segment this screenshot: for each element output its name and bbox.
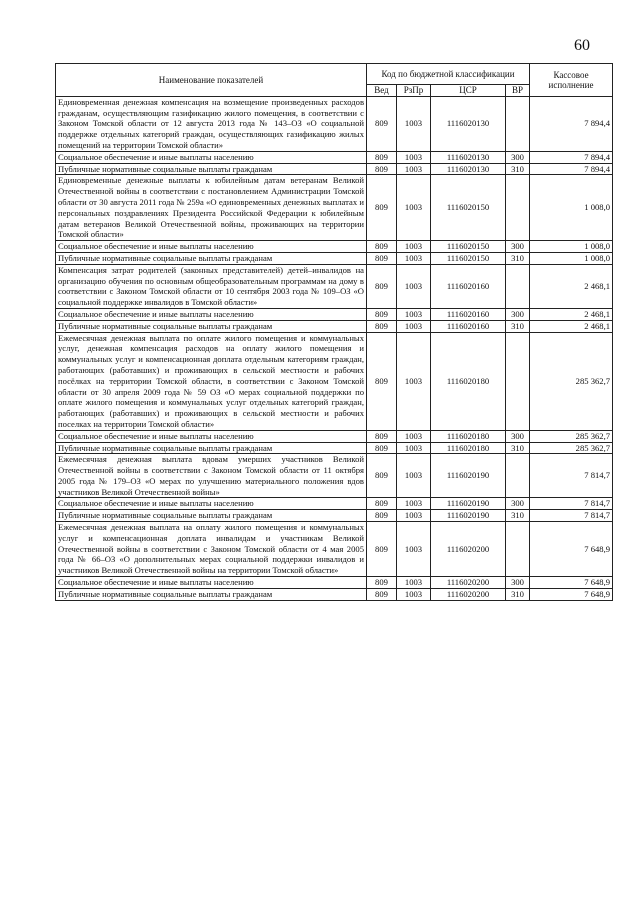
row-ved: 809 — [367, 241, 397, 253]
row-ved: 809 — [367, 430, 397, 442]
row-name: Публичные нормативные социальные выплаты гражданам — [56, 588, 367, 600]
row-vr — [506, 96, 530, 151]
row-vr — [506, 332, 530, 430]
row-name: Публичные нормативные социальные выплаты гражданам — [56, 320, 367, 332]
row-ved: 809 — [367, 577, 397, 589]
row-ved: 809 — [367, 175, 397, 241]
row-rzpr: 1003 — [397, 510, 431, 522]
row-amount: 1 008,0 — [530, 252, 613, 264]
row-vr: 310 — [506, 510, 530, 522]
row-ved: 809 — [367, 522, 397, 577]
row-amount: 7 814,7 — [530, 510, 613, 522]
row-vr — [506, 264, 530, 308]
row-amount: 2 468,1 — [530, 264, 613, 308]
row-ved: 809 — [367, 498, 397, 510]
row-csr: 1116020200 — [431, 522, 506, 577]
table-row — [56, 320, 613, 332]
row-csr: 1116020200 — [431, 577, 506, 589]
row-name: Единовременная денежная компенсация на возмещение произведенных расходов гражданам, осуществляющим газификацию жилого помещения, в соответствии с Законом Томской области от 12 августа 2013 года № 143–ОЗ «О социальной поддержке отдельных категорий граждан, осуществляющих газификацию жилых помещений на территории Томской области» — [56, 96, 367, 151]
table-row — [56, 498, 613, 510]
table-row — [56, 163, 613, 175]
row-amount: 7 648,9 — [530, 577, 613, 589]
row-name: Публичные нормативные социальные выплаты гражданам — [56, 510, 367, 522]
row-csr: 1116020180 — [431, 332, 506, 430]
row-rzpr: 1003 — [397, 522, 431, 577]
row-rzpr: 1003 — [397, 308, 431, 320]
row-name: Социальное обеспечение и иные выплаты населению — [56, 577, 367, 589]
row-amount: 7 894,4 — [530, 163, 613, 175]
row-amount: 7 648,9 — [530, 522, 613, 577]
header-name: Наименование показателей — [56, 64, 367, 97]
row-ved: 809 — [367, 252, 397, 264]
table-row — [56, 577, 613, 589]
row-name: Социальное обеспечение и иные выплаты населению — [56, 498, 367, 510]
row-name: Социальное обеспечение и иные выплаты населению — [56, 241, 367, 253]
row-name: Социальное обеспечение и иные выплаты населению — [56, 308, 367, 320]
row-amount: 7 894,4 — [530, 151, 613, 163]
row-vr: 300 — [506, 151, 530, 163]
row-name: Компенсация затрат родителей (законных представителей) детей–инвалидов на организацию обучения по основным общеобразовательным программам на дому в соответствии с Законом Томской области от 10 сентября 2003 года № 109–ОЗ «О социальной поддержке инвалидов в Томской области» — [56, 264, 367, 308]
row-rzpr: 1003 — [397, 320, 431, 332]
header-code-group: Код по бюджетной классификации — [367, 64, 530, 85]
row-rzpr: 1003 — [397, 96, 431, 151]
row-vr: 300 — [506, 498, 530, 510]
row-csr: 1116020180 — [431, 442, 506, 454]
row-ved: 809 — [367, 320, 397, 332]
row-csr: 1116020190 — [431, 498, 506, 510]
row-amount: 7 894,4 — [530, 96, 613, 151]
row-rzpr: 1003 — [397, 577, 431, 589]
row-amount: 7 648,9 — [530, 588, 613, 600]
row-csr: 1116020160 — [431, 308, 506, 320]
row-csr: 1116020190 — [431, 510, 506, 522]
table-row — [56, 264, 613, 308]
table-row — [56, 308, 613, 320]
row-vr: 300 — [506, 241, 530, 253]
table-row — [56, 588, 613, 600]
row-ved: 809 — [367, 454, 397, 498]
row-name: Публичные нормативные социальные выплаты гражданам — [56, 442, 367, 454]
table-row — [56, 510, 613, 522]
table-row — [56, 241, 613, 253]
row-ved: 809 — [367, 588, 397, 600]
row-amount: 2 468,1 — [530, 320, 613, 332]
row-ved: 809 — [367, 264, 397, 308]
row-rzpr: 1003 — [397, 430, 431, 442]
header-csr: ЦСР — [431, 85, 506, 97]
row-rzpr: 1003 — [397, 332, 431, 430]
header-rzpr: РзПр — [397, 85, 431, 97]
page-number: 60 — [574, 37, 590, 54]
table-row — [56, 430, 613, 442]
table-row — [56, 151, 613, 163]
table-row — [56, 252, 613, 264]
table-row — [56, 175, 613, 241]
row-csr: 1116020130 — [431, 96, 506, 151]
row-amount: 2 468,1 — [530, 308, 613, 320]
row-vr — [506, 175, 530, 241]
row-name: Публичные нормативные социальные выплаты гражданам — [56, 252, 367, 264]
row-amount: 1 008,0 — [530, 175, 613, 241]
row-csr: 1116020130 — [431, 151, 506, 163]
row-csr: 1116020130 — [431, 163, 506, 175]
table-header — [56, 64, 613, 97]
row-vr — [506, 454, 530, 498]
row-vr — [506, 522, 530, 577]
row-rzpr: 1003 — [397, 151, 431, 163]
row-vr: 300 — [506, 577, 530, 589]
table-row — [56, 96, 613, 151]
row-name: Публичные нормативные социальные выплаты гражданам — [56, 163, 367, 175]
row-ved: 809 — [367, 510, 397, 522]
row-name: Единовременные денежные выплаты к юбилейным датам ветеранам Великой Отечественной войны в соответствии с постановлением Администрации Томской области от 30 августа 2011 года № 259а «О единовременных денежных выплатах и персональных поздравлениях Президента Российской Федерации к юбилейным датам ветеранов Великой Отечественной войны, проживающих на территории Томской области» — [56, 175, 367, 241]
row-vr: 310 — [506, 588, 530, 600]
row-amount: 285 362,7 — [530, 332, 613, 430]
row-name: Ежемесячная денежная выплата на оплату жилого помещения и коммунальных услуг и компенсационная доплата инвалидам и участникам Великой Отечественной войны в соответствии с Законом Томской области от 4 мая 2005 года № 66–ОЗ «О дополнительных мерах социальной поддержки инвалидов и участников Великой Отечественной войны на территории Томской области» — [56, 522, 367, 577]
row-csr: 1116020180 — [431, 430, 506, 442]
row-vr: 310 — [506, 442, 530, 454]
row-amount: 285 362,7 — [530, 430, 613, 442]
row-rzpr: 1003 — [397, 454, 431, 498]
row-rzpr: 1003 — [397, 442, 431, 454]
row-rzpr: 1003 — [397, 588, 431, 600]
header-ved: Вед — [367, 85, 397, 97]
header-vr: ВР — [506, 85, 530, 97]
row-csr: 1116020150 — [431, 241, 506, 253]
table-row — [56, 454, 613, 498]
table-row — [56, 522, 613, 577]
row-ved: 809 — [367, 151, 397, 163]
row-name: Ежемесячная денежная выплата вдовам умерших участников Великой Отечественной войны в соответствии с Законом Томской области от 11 октября 2005 года № 179–ОЗ «О мерах по улучшению материального положения вдов участников Великой Отечественной войны» — [56, 454, 367, 498]
row-rzpr: 1003 — [397, 241, 431, 253]
row-rzpr: 1003 — [397, 264, 431, 308]
row-name: Социальное обеспечение и иные выплаты населению — [56, 430, 367, 442]
row-rzpr: 1003 — [397, 252, 431, 264]
row-csr: 1116020150 — [431, 175, 506, 241]
row-vr: 310 — [506, 320, 530, 332]
table-body — [56, 96, 613, 600]
row-vr: 300 — [506, 308, 530, 320]
row-rzpr: 1003 — [397, 163, 431, 175]
row-ved: 809 — [367, 308, 397, 320]
row-amount: 1 008,0 — [530, 241, 613, 253]
row-vr: 310 — [506, 252, 530, 264]
row-csr: 1116020190 — [431, 454, 506, 498]
row-amount: 285 362,7 — [530, 442, 613, 454]
row-csr: 1116020150 — [431, 252, 506, 264]
row-csr: 1116020160 — [431, 320, 506, 332]
row-csr: 1116020160 — [431, 264, 506, 308]
row-ved: 809 — [367, 163, 397, 175]
header-execution: Кассовое исполнение — [530, 64, 613, 97]
table-row — [56, 442, 613, 454]
budget-table — [55, 63, 613, 601]
row-rzpr: 1003 — [397, 175, 431, 241]
row-csr: 1116020200 — [431, 588, 506, 600]
row-vr: 310 — [506, 163, 530, 175]
row-ved: 809 — [367, 442, 397, 454]
row-rzpr: 1003 — [397, 498, 431, 510]
row-name: Социальное обеспечение и иные выплаты населению — [56, 151, 367, 163]
row-amount: 7 814,7 — [530, 454, 613, 498]
row-name: Ежемесячная денежная выплата по оплате жилого помещения и коммунальных услуг, денежная компенсация расходов на оплату жилого помещения и коммунальных услуг и компенсационная доплата отдельным категориям граждан, работающих (работавших) и проживающих в сельской местности и рабочих посёлках на территории Томской области, в соответствии с Законом Томской области от 30 апреля 2009 года № 59 ОЗ «О мерах социальной поддержки по оплате жилого помещения и коммунальных услуг отдельных категорий граждан, работающих (работавших) и проживающих в сельской местности и рабочих поселках на территории Томской области» — [56, 332, 367, 430]
row-amount: 7 814,7 — [530, 498, 613, 510]
row-ved: 809 — [367, 332, 397, 430]
row-ved: 809 — [367, 96, 397, 151]
row-vr: 300 — [506, 430, 530, 442]
table-row — [56, 332, 613, 430]
